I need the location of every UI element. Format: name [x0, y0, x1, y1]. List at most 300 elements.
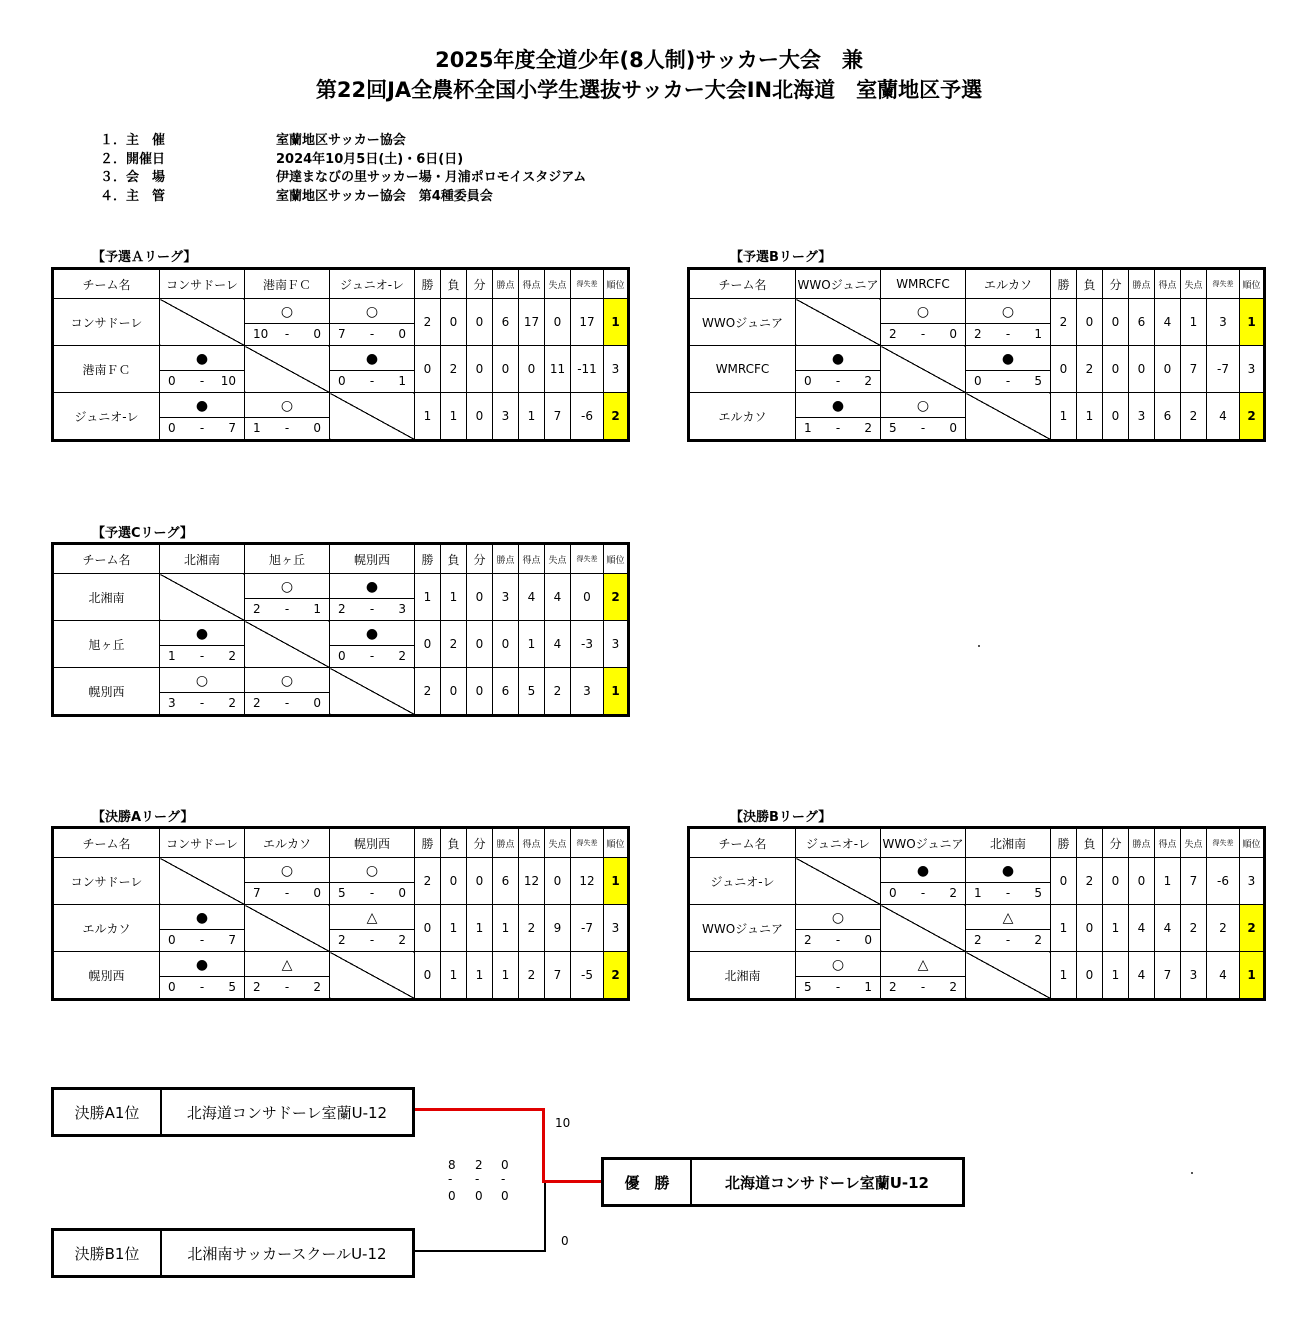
- wins: 0: [1051, 858, 1077, 905]
- header-goal-diff: 得失差: [571, 828, 604, 858]
- team-row: [53, 905, 629, 952]
- result-mark: ○: [966, 301, 1050, 324]
- match-result-cell: [881, 393, 966, 441]
- score-for: 2: [889, 980, 897, 994]
- score-for: 1: [253, 421, 261, 435]
- goal-difference: -6: [571, 393, 604, 441]
- score-against: 2: [864, 374, 872, 388]
- self-match-cell: [966, 952, 1051, 1000]
- header-draws: 分: [1103, 269, 1129, 299]
- result-mark: ○: [881, 301, 965, 324]
- header-team: チーム名: [53, 828, 160, 858]
- header-opponent: エルカソ: [245, 828, 330, 858]
- self-match-cell: [245, 346, 330, 393]
- header-opponent: コンサドーレ: [160, 828, 245, 858]
- final-b1-label: 決勝B1位: [54, 1231, 162, 1275]
- match-result-cell: [966, 346, 1051, 393]
- self-match-cell: [330, 393, 415, 441]
- match-result-cell: [881, 858, 966, 905]
- goals-against: 3: [1181, 952, 1207, 1000]
- score-for: 0: [168, 374, 176, 388]
- result-mark: ●: [160, 623, 244, 646]
- final-score-a: 10: [555, 1116, 571, 1130]
- rank: 3: [604, 621, 629, 668]
- goals-against: 7: [545, 393, 571, 441]
- goal-difference: -7: [1207, 346, 1240, 393]
- score-dash: -: [284, 421, 290, 435]
- header-goals-for: 得点: [519, 269, 545, 299]
- match-result-cell: [160, 952, 245, 1000]
- league-table: [51, 542, 630, 717]
- goals-for: 2: [519, 952, 545, 1000]
- match-result-cell: [330, 574, 415, 621]
- match-result-cell: [881, 952, 966, 1000]
- score-dash: -: [284, 696, 290, 710]
- team-name: WWOジュニア: [689, 905, 796, 952]
- goal-difference: -11: [571, 346, 604, 393]
- goals-against: 4: [545, 621, 571, 668]
- goals-against: 11: [545, 346, 571, 393]
- wins: 1: [415, 393, 441, 441]
- score-against: 0: [398, 886, 406, 900]
- score-for: 3: [168, 696, 176, 710]
- goals-against: 9: [545, 905, 571, 952]
- draws: 1: [1103, 905, 1129, 952]
- points: 1: [493, 905, 519, 952]
- match-result-cell: [330, 299, 415, 346]
- score-dash: -: [284, 602, 290, 616]
- half-score-sep: -: [501, 1172, 506, 1186]
- goals-against: 4: [545, 574, 571, 621]
- result-mark: ●: [160, 395, 244, 418]
- info-value: 2024年10月5日(土)・6日(日): [276, 151, 464, 167]
- points: 0: [1129, 346, 1155, 393]
- wins: 1: [1051, 952, 1077, 1000]
- result-mark: △: [245, 954, 329, 977]
- wins: 2: [415, 858, 441, 905]
- draws: 0: [1103, 299, 1129, 346]
- losses: 0: [1077, 952, 1103, 1000]
- draws: 1: [1103, 952, 1129, 1000]
- league-label-kessho-a: 【決勝Aリーグ】: [92, 810, 194, 825]
- self-match-cell: [796, 299, 881, 346]
- goal-difference: 4: [1207, 393, 1240, 441]
- self-match-cell: [796, 858, 881, 905]
- league-label-kessho-b: 【決勝Bリーグ】: [730, 810, 832, 825]
- goals-for: 17: [519, 299, 545, 346]
- score-dash: -: [369, 886, 375, 900]
- draws: 1: [467, 905, 493, 952]
- result-mark: ○: [245, 395, 329, 418]
- header-team: チーム名: [689, 828, 796, 858]
- winner-team: 北海道コンサドーレ室蘭U-12: [725, 1173, 929, 1192]
- wins: 0: [415, 905, 441, 952]
- rank: 1: [604, 858, 629, 905]
- goals-for: 7: [1155, 952, 1181, 1000]
- result-mark: ●: [330, 348, 414, 371]
- result-mark: ○: [330, 301, 414, 324]
- goal-difference: 17: [571, 299, 604, 346]
- rank: 2: [604, 952, 629, 1000]
- score-for: 0: [168, 980, 176, 994]
- score-dash: -: [1005, 374, 1011, 388]
- header-points: 勝点: [1129, 269, 1155, 299]
- match-result-cell: [330, 858, 415, 905]
- match-result-cell: [245, 574, 330, 621]
- losses: 0: [441, 858, 467, 905]
- result-mark: ○: [160, 670, 244, 693]
- header-rank: 順位: [604, 828, 629, 858]
- match-result-cell: [160, 905, 245, 952]
- result-mark: ○: [245, 576, 329, 599]
- title-line-1: 2025年度全道少年(8人制)サッカー大会 兼: [435, 48, 863, 72]
- header-opponent: 北湘南: [160, 544, 245, 574]
- final-a1-box: [51, 1087, 415, 1137]
- self-match-cell: [245, 905, 330, 952]
- team-row: [53, 668, 629, 716]
- score-against: 1: [1034, 327, 1042, 341]
- score-for: 0: [889, 886, 897, 900]
- rank: 1: [1240, 299, 1265, 346]
- score-against: 1: [864, 980, 872, 994]
- header-losses: 負: [441, 544, 467, 574]
- result-mark: ○: [796, 907, 880, 930]
- team-row: [689, 299, 1265, 346]
- goals-against: 2: [1181, 905, 1207, 952]
- result-mark: △: [881, 954, 965, 977]
- goals-against: 0: [545, 858, 571, 905]
- info-key: ２．開催日: [100, 151, 166, 167]
- match-result-cell: [796, 905, 881, 952]
- losses: 1: [441, 952, 467, 1000]
- header-goals-against: 失点: [545, 544, 571, 574]
- goal-difference: 3: [1207, 299, 1240, 346]
- bracket-line-b-vertical: [544, 1183, 546, 1251]
- header-opponent: 幌別西: [330, 544, 415, 574]
- result-mark: ○: [245, 301, 329, 324]
- info-key: １．主 催: [100, 133, 166, 148]
- header-points: 勝点: [493, 269, 519, 299]
- losses: 1: [441, 905, 467, 952]
- final-a1-label: 決勝A1位: [54, 1090, 162, 1134]
- score-for: 1: [168, 649, 176, 663]
- goals-against: 2: [545, 668, 571, 716]
- score-for: 2: [253, 602, 261, 616]
- goals-for: 1: [1155, 858, 1181, 905]
- match-result-cell: [330, 905, 415, 952]
- score-against: 5: [1034, 374, 1042, 388]
- half-score-bottom: 0: [475, 1189, 483, 1203]
- losses: 2: [441, 621, 467, 668]
- rank: 2: [604, 574, 629, 621]
- score-for: 2: [253, 696, 261, 710]
- match-result-cell: [160, 393, 245, 441]
- score-for: 1: [804, 421, 812, 435]
- match-result-cell: [160, 346, 245, 393]
- header-opponent: WMRCFC: [881, 269, 966, 299]
- score-for: 0: [974, 374, 982, 388]
- score-for: 0: [168, 933, 176, 947]
- draws: 0: [467, 621, 493, 668]
- header-goal-diff: 得失差: [1207, 828, 1240, 858]
- score-dash: -: [199, 649, 205, 663]
- score-dash: -: [199, 696, 205, 710]
- half-score-sep: -: [448, 1172, 453, 1186]
- team-row: [689, 393, 1265, 441]
- wins: 1: [1051, 905, 1077, 952]
- team-row: [689, 346, 1265, 393]
- team-name: 幌別西: [53, 668, 160, 716]
- final-score-b: 0: [561, 1234, 569, 1248]
- points: 0: [493, 621, 519, 668]
- goal-difference: 12: [571, 858, 604, 905]
- league-table: [51, 267, 630, 442]
- header-losses: 負: [1077, 828, 1103, 858]
- score-for: 2: [889, 327, 897, 341]
- draws: 0: [1103, 393, 1129, 441]
- score-for: 0: [338, 374, 346, 388]
- team-row: [53, 346, 629, 393]
- team-row: [689, 905, 1265, 952]
- score-dash: -: [199, 374, 205, 388]
- team-name: 北湘南: [689, 952, 796, 1000]
- score-dash: -: [369, 933, 375, 947]
- goal-difference: 3: [571, 668, 604, 716]
- header-wins: 勝: [1051, 828, 1077, 858]
- goals-for: 6: [1155, 393, 1181, 441]
- match-result-cell: [881, 299, 966, 346]
- score-dash: -: [835, 421, 841, 435]
- score-for: 2: [974, 327, 982, 341]
- header-goals-for: 得点: [1155, 828, 1181, 858]
- match-result-cell: [245, 299, 330, 346]
- score-for: 2: [338, 933, 346, 947]
- match-result-cell: [796, 952, 881, 1000]
- score-dash: -: [1005, 886, 1011, 900]
- points: 6: [493, 299, 519, 346]
- result-mark: ○: [796, 954, 880, 977]
- header-draws: 分: [467, 828, 493, 858]
- score-against: 0: [398, 327, 406, 341]
- goals-for: 2: [519, 905, 545, 952]
- score-for: 5: [889, 421, 897, 435]
- points: 0: [1129, 858, 1155, 905]
- result-mark: ●: [160, 907, 244, 930]
- score-dash: -: [199, 421, 205, 435]
- team-row: [53, 299, 629, 346]
- result-mark: ●: [160, 348, 244, 371]
- score-against: 0: [313, 696, 321, 710]
- score-dash: -: [369, 602, 375, 616]
- self-match-cell: [881, 905, 966, 952]
- match-result-cell: [966, 905, 1051, 952]
- info-value: 室蘭地区サッカー協会: [276, 133, 406, 148]
- score-for: 2: [974, 933, 982, 947]
- rank: 1: [1240, 952, 1265, 1000]
- team-name: 港南ＦＣ: [53, 346, 160, 393]
- wins: 0: [415, 952, 441, 1000]
- info-row: [100, 185, 586, 204]
- match-result-cell: [160, 668, 245, 716]
- points: 3: [493, 574, 519, 621]
- losses: 1: [1077, 393, 1103, 441]
- match-result-cell: [245, 952, 330, 1000]
- wins: 0: [1051, 346, 1077, 393]
- draws: 1: [467, 952, 493, 1000]
- goals-for: 4: [519, 574, 545, 621]
- half-score-bottom: 0: [448, 1189, 456, 1203]
- score-for: 2: [338, 602, 346, 616]
- goals-for: 4: [1155, 905, 1181, 952]
- team-name: コンサドーレ: [53, 299, 160, 346]
- header-opponent: ジュニオ-レ: [796, 828, 881, 858]
- score-against: 1: [398, 374, 406, 388]
- score-for: 0: [168, 421, 176, 435]
- header-wins: 勝: [415, 269, 441, 299]
- header-goals-against: 失点: [1181, 828, 1207, 858]
- goal-difference: -6: [1207, 858, 1240, 905]
- goals-against: 0: [545, 299, 571, 346]
- goals-against: 2: [1181, 393, 1207, 441]
- team-row: [53, 858, 629, 905]
- draws: 0: [1103, 346, 1129, 393]
- losses: 0: [1077, 299, 1103, 346]
- draws: 0: [467, 299, 493, 346]
- goals-against: 1: [1181, 299, 1207, 346]
- result-mark: ●: [966, 348, 1050, 371]
- header-goal-diff: 得失差: [571, 544, 604, 574]
- score-for: 0: [804, 374, 812, 388]
- bracket-line-b-horizontal: [415, 1250, 546, 1252]
- losses: 0: [441, 299, 467, 346]
- team-row: [53, 574, 629, 621]
- result-mark: ●: [881, 860, 965, 883]
- info-value: 室蘭地区サッカー協会 第4種委員会: [276, 188, 493, 204]
- bracket-line-a-horizontal: [415, 1108, 545, 1111]
- stray-dot: [1191, 1172, 1193, 1174]
- score-against: 2: [1034, 933, 1042, 947]
- score-against: 0: [949, 327, 957, 341]
- team-row: [689, 952, 1265, 1000]
- header-team: チーム名: [53, 544, 160, 574]
- wins: 2: [1051, 299, 1077, 346]
- match-result-cell: [245, 858, 330, 905]
- team-name: コンサドーレ: [53, 858, 160, 905]
- goal-difference: 0: [571, 574, 604, 621]
- self-match-cell: [160, 858, 245, 905]
- match-result-cell: [245, 668, 330, 716]
- goals-for: 12: [519, 858, 545, 905]
- half-score-top: 8: [448, 1158, 456, 1172]
- points: 6: [493, 668, 519, 716]
- league-label-yosen-c: 【予選Cリーグ】: [92, 526, 193, 541]
- header-goals-against: 失点: [545, 828, 571, 858]
- points: 3: [1129, 393, 1155, 441]
- score-for: 10: [253, 327, 269, 341]
- wins: 2: [415, 668, 441, 716]
- score-against: 5: [228, 980, 236, 994]
- score-for: 5: [804, 980, 812, 994]
- draws: 0: [467, 393, 493, 441]
- rank: 3: [1240, 346, 1265, 393]
- score-dash: -: [920, 421, 926, 435]
- points: 6: [493, 858, 519, 905]
- goals-for: 0: [1155, 346, 1181, 393]
- score-against: 1: [313, 602, 321, 616]
- losses: 1: [441, 393, 467, 441]
- goals-for: 4: [1155, 299, 1181, 346]
- header-draws: 分: [467, 269, 493, 299]
- score-dash: -: [835, 933, 841, 947]
- header-rank: 順位: [1240, 269, 1265, 299]
- points: 6: [1129, 299, 1155, 346]
- points: 0: [493, 346, 519, 393]
- goals-against: 7: [1181, 346, 1207, 393]
- points: 3: [493, 393, 519, 441]
- header-team: チーム名: [53, 269, 160, 299]
- header-goals-against: 失点: [1181, 269, 1207, 299]
- losses: 0: [1077, 905, 1103, 952]
- header-rank: 順位: [604, 544, 629, 574]
- bracket-line-to-winner: [542, 1180, 601, 1183]
- losses: 2: [1077, 346, 1103, 393]
- match-result-cell: [966, 299, 1051, 346]
- score-dash: -: [369, 327, 375, 341]
- losses: 0: [441, 668, 467, 716]
- team-name: エルカソ: [689, 393, 796, 441]
- score-for: 0: [338, 649, 346, 663]
- score-dash: -: [199, 933, 205, 947]
- team-row: [53, 952, 629, 1000]
- info-row: [100, 148, 586, 167]
- rank: 3: [1240, 858, 1265, 905]
- self-match-cell: [881, 346, 966, 393]
- rank: 2: [1240, 393, 1265, 441]
- wins: 1: [1051, 393, 1077, 441]
- wins: 1: [415, 574, 441, 621]
- header-opponent: 北湘南: [966, 828, 1051, 858]
- goal-difference: -3: [571, 621, 604, 668]
- header-opponent: コンサドーレ: [160, 269, 245, 299]
- goals-against: 7: [1181, 858, 1207, 905]
- team-name: 北湘南: [53, 574, 160, 621]
- score-for: 2: [253, 980, 261, 994]
- draws: 0: [467, 346, 493, 393]
- goals-for: 1: [519, 621, 545, 668]
- score-dash: -: [369, 649, 375, 663]
- info-value: 伊達まなびの里サッカー場・月浦ポロモイスタジアム: [276, 170, 587, 185]
- result-mark: ●: [966, 860, 1050, 883]
- team-name: エルカソ: [53, 905, 160, 952]
- self-match-cell: [245, 621, 330, 668]
- goals-against: 7: [545, 952, 571, 1000]
- header-opponent: エルカソ: [966, 269, 1051, 299]
- score-dash: -: [920, 886, 926, 900]
- goals-for: 1: [519, 393, 545, 441]
- header-opponent: 旭ヶ丘: [245, 544, 330, 574]
- score-against: 2: [949, 886, 957, 900]
- score-dash: -: [1005, 327, 1011, 341]
- score-against: 2: [398, 933, 406, 947]
- result-mark: ●: [330, 623, 414, 646]
- half-score-top: 0: [501, 1158, 509, 1172]
- result-mark: △: [966, 907, 1050, 930]
- score-dash: -: [835, 374, 841, 388]
- team-name: ジュニオ-レ: [689, 858, 796, 905]
- header-losses: 負: [441, 269, 467, 299]
- score-dash: -: [369, 374, 375, 388]
- wins: 0: [415, 621, 441, 668]
